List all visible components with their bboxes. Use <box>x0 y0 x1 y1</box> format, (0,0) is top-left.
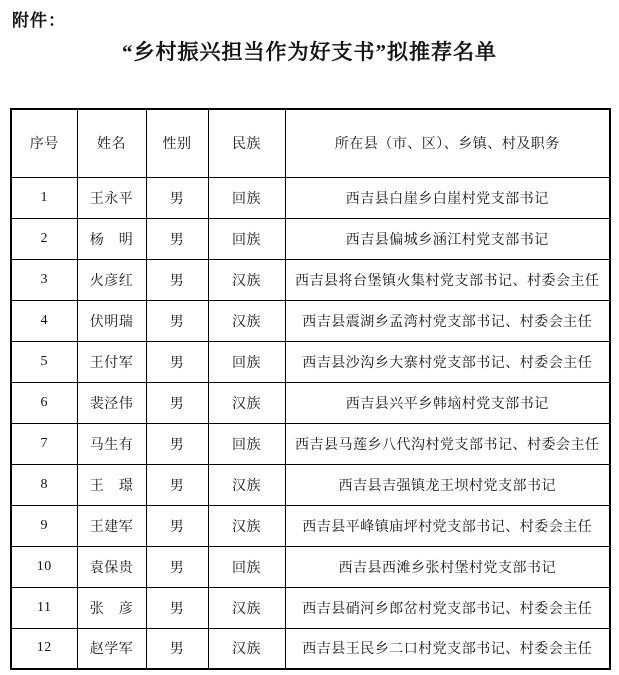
cell-name: 王 璟 <box>77 464 146 505</box>
table-row <box>11 259 610 300</box>
table-row <box>11 341 610 382</box>
cell-name: 伏明瑞 <box>77 300 146 341</box>
cell-no: 9 <box>11 505 77 546</box>
cell-position: 西吉县兴平乡韩垴村党支部书记 <box>285 382 610 423</box>
cell-ethnicity: 汉族 <box>208 587 285 628</box>
cell-position: 西吉县马莲乡八代沟村党支部书记、村委会主任 <box>285 423 610 464</box>
table-row <box>11 423 610 464</box>
cell-gender: 男 <box>146 423 208 464</box>
cell-gender: 男 <box>146 218 208 259</box>
cell-name: 杨 明 <box>77 218 146 259</box>
cell-no: 10 <box>11 546 77 587</box>
column-header-no: 序号 <box>11 109 77 177</box>
cell-position: 西吉县平峰镇庙坪村党支部书记、村委会主任 <box>285 505 610 546</box>
cell-ethnicity: 汉族 <box>208 300 285 341</box>
cell-name: 王建军 <box>77 505 146 546</box>
table-header-row <box>11 109 610 177</box>
cell-name: 裴泾伟 <box>77 382 146 423</box>
recommendation-table <box>10 108 611 670</box>
cell-gender: 男 <box>146 177 208 218</box>
cell-position: 西吉县西滩乡张村堡村党支部书记 <box>285 546 610 587</box>
cell-name: 袁保贵 <box>77 546 146 587</box>
cell-no: 3 <box>11 259 77 300</box>
cell-no: 4 <box>11 300 77 341</box>
cell-gender: 男 <box>146 341 208 382</box>
cell-gender: 男 <box>146 382 208 423</box>
column-header-ethnicity: 民族 <box>208 109 285 177</box>
cell-ethnicity: 汉族 <box>208 464 285 505</box>
cell-name: 赵学军 <box>77 628 146 669</box>
cell-position: 西吉县吉强镇龙王坝村党支部书记 <box>285 464 610 505</box>
cell-name: 火彦红 <box>77 259 146 300</box>
table-row <box>11 382 610 423</box>
cell-gender: 男 <box>146 259 208 300</box>
cell-position: 西吉县硝河乡郎岔村党支部书记、村委会主任 <box>285 587 610 628</box>
cell-ethnicity: 汉族 <box>208 259 285 300</box>
cell-no: 12 <box>11 628 77 669</box>
cell-no: 7 <box>11 423 77 464</box>
cell-ethnicity: 回族 <box>208 177 285 218</box>
cell-position: 西吉县王民乡二口村党支部书记、村委会主任 <box>285 628 610 669</box>
table-row <box>11 300 610 341</box>
cell-no: 1 <box>11 177 77 218</box>
cell-position: 西吉县震湖乡孟湾村党支部书记、村委会主任 <box>285 300 610 341</box>
cell-ethnicity: 汉族 <box>208 505 285 546</box>
cell-gender: 男 <box>146 628 208 669</box>
cell-position: 西吉县偏城乡涵江村党支部书记 <box>285 218 610 259</box>
cell-ethnicity: 回族 <box>208 341 285 382</box>
cell-no: 2 <box>11 218 77 259</box>
column-header-name: 姓名 <box>77 109 146 177</box>
cell-gender: 男 <box>146 300 208 341</box>
table-row <box>11 218 610 259</box>
cell-ethnicity: 回族 <box>208 423 285 464</box>
cell-name: 王付军 <box>77 341 146 382</box>
table-row <box>11 464 610 505</box>
attachment-label: 附件： <box>12 11 66 30</box>
cell-position: 西吉县将台堡镇火集村党支部书记、村委会主任 <box>285 259 610 300</box>
cell-no: 6 <box>11 382 77 423</box>
cell-gender: 男 <box>146 587 208 628</box>
cell-position: 西吉县白崖乡白崖村党支部书记 <box>285 177 610 218</box>
table-row <box>11 628 610 669</box>
cell-ethnicity: 汉族 <box>208 382 285 423</box>
column-header-position: 所在县（市、区）、乡镇、村及职务 <box>285 109 610 177</box>
cell-ethnicity: 回族 <box>208 218 285 259</box>
cell-name: 张 彦 <box>77 587 146 628</box>
table-row <box>11 546 610 587</box>
table-row <box>11 177 610 218</box>
column-header-gender: 性别 <box>146 109 208 177</box>
cell-no: 5 <box>11 341 77 382</box>
cell-gender: 男 <box>146 505 208 546</box>
cell-no: 11 <box>11 587 77 628</box>
cell-gender: 男 <box>146 546 208 587</box>
cell-name: 王永平 <box>77 177 146 218</box>
cell-ethnicity: 回族 <box>208 546 285 587</box>
cell-gender: 男 <box>146 464 208 505</box>
cell-name: 马生有 <box>77 423 146 464</box>
table-row <box>11 505 610 546</box>
cell-position: 西吉县沙沟乡大寨村党支部书记、村委会主任 <box>285 341 610 382</box>
page-title: “乡村振兴担当作为好支书”拟推荐名单 <box>122 40 497 64</box>
table-body <box>11 177 610 669</box>
cell-ethnicity: 汉族 <box>208 628 285 669</box>
table-row <box>11 587 610 628</box>
cell-no: 8 <box>11 464 77 505</box>
